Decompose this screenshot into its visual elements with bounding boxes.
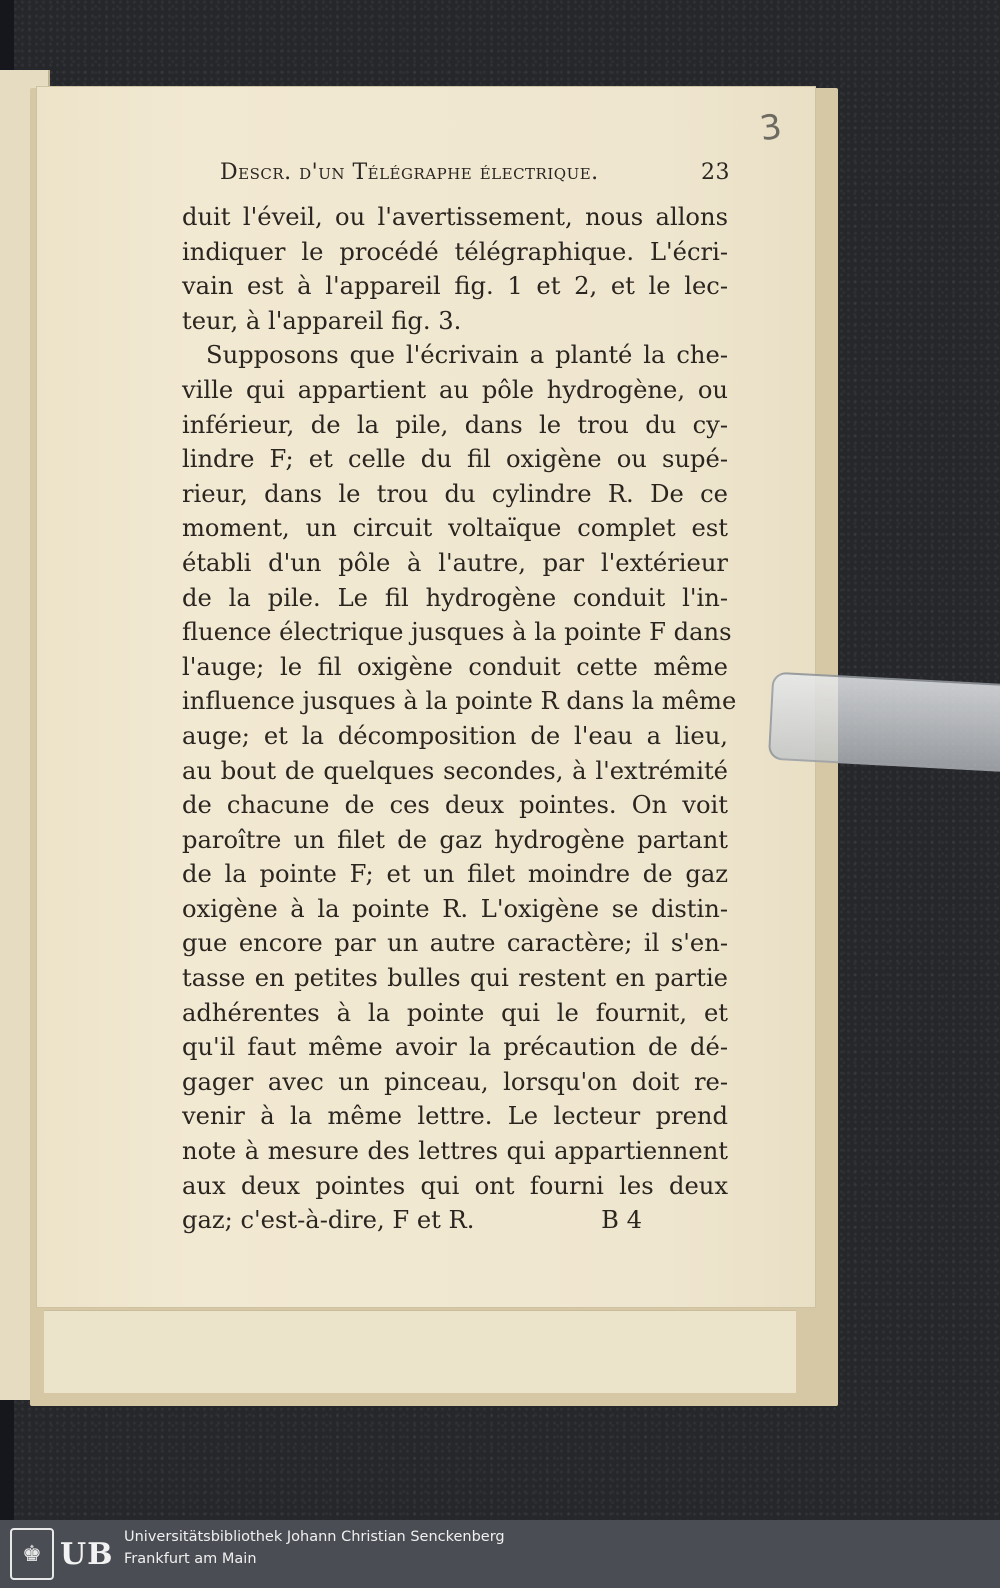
text-line: tasse en petites bulles qui restent en partie (182, 964, 728, 993)
text-line: rieur, dans le trou du cylindre R. De ce (182, 479, 728, 508)
library-seal-icon: ♚ (10, 1528, 54, 1580)
institution-name-line1: Universitätsbibliothek Johann Christian Senckenberg (124, 1529, 505, 1545)
text-line: gager avec un pinceau, lorsqu'on doit re- (182, 1067, 728, 1096)
last-line-row (182, 1203, 642, 1238)
text-line: lindre F; et celle du fil oxigène ou supé- (182, 445, 728, 474)
text-line: aux deux pointes qui ont fourni les deux (182, 1171, 728, 1200)
text-line: note à mesure des lettres qui appartiennent (182, 1137, 728, 1166)
text-line: l'auge; le fil oxigène conduit cette même (182, 652, 728, 681)
text-line: paroître un filet de gaz hydrogène partant (182, 825, 728, 854)
text-line: ville qui appartient au pôle hydrogène, ou (182, 375, 728, 404)
ub-logo-text: UB (60, 1536, 114, 1572)
text-line: influence jusques à la pointe R dans la même (182, 687, 737, 716)
text-line: teur, à l'appareil fig. 3. (182, 306, 462, 335)
text-line: fluence électrique jusques à la pointe F dans (182, 618, 732, 647)
text-line: de la pile. Le fil hydrogène conduit l'in- (182, 583, 728, 612)
running-head-page-number: 23 (701, 160, 730, 185)
running-head (220, 160, 730, 185)
text-line: vain est à l'appareil fig. 1 et 2, et le lec- (182, 272, 728, 301)
text-line: adhérentes à la pointe qui le fournit, et (182, 998, 728, 1027)
text-line: auge; et la décomposition de l'eau a lieu, (182, 721, 728, 750)
text-line: gue encore par un autre caractère; il s'en- (182, 929, 728, 958)
text-line: de chacune de ces deux pointes. On voit (182, 791, 728, 820)
page-clip-bookmark (768, 672, 1000, 773)
text-line: de la pointe F; et un filet moindre de gaz (182, 860, 728, 889)
text-line: oxigène à la pointe R. L'oxigène se distin- (182, 894, 728, 923)
signature-mark: B 4 (601, 1206, 642, 1235)
ub-logo[interactable] (10, 1526, 118, 1582)
page-lower-edge (44, 1310, 796, 1393)
text-line: inférieur, de la pile, dans le trou du cy- (182, 410, 728, 439)
running-head-title: Descr. d'un Télégraphe électrique. (220, 160, 599, 185)
institution-name (124, 1526, 505, 1570)
text-line: au bout de quelques secondes, à l'extrémité (182, 756, 728, 785)
text-line: venir à la même lettre. Le lecteur prend (182, 1102, 728, 1131)
text-line: Supposons que l'écrivain a planté la che- (206, 341, 728, 370)
text-line: établi d'un pôle à l'autre, par l'extérieur (182, 548, 728, 577)
text-line-last: gaz; c'est-à-dire, F et R. (182, 1206, 475, 1235)
pencil-folio-number: 3 (757, 106, 785, 150)
text-line: qu'il faut même avoir la précaution de dé- (182, 1033, 728, 1062)
footer-bar (0, 1520, 1000, 1588)
text-line: moment, un circuit voltaïque complet est (182, 514, 728, 543)
institution-name-line2: Frankfurt am Main (124, 1551, 257, 1567)
page-text (182, 200, 737, 1238)
text-line: duit l'éveil, ou l'avertissement, nous allons (182, 203, 728, 231)
text-line: indiquer le procédé télégraphique. L'écri- (182, 237, 728, 266)
